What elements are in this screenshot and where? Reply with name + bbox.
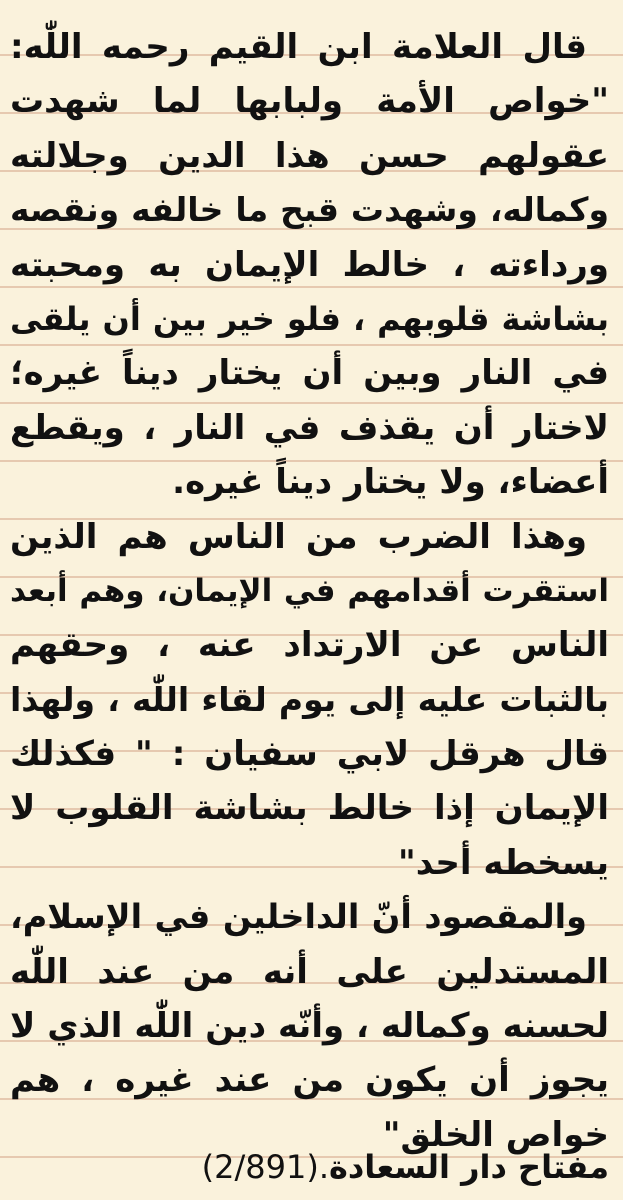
text-line: الإيمان إذا خالط بشاشة القلوب لا — [10, 788, 609, 829]
text-line: يجوز أن يكون من عند غيره ، هم — [10, 1060, 609, 1101]
text-line: لحسنه وكماله ، وأنّه دين اللّٰه الذي لا — [10, 1006, 609, 1047]
text-line: الناس عن الارتداد عنه ، وحقهم — [10, 625, 609, 666]
text-line: ورداءته ، خالط الإيمان به ومحبته — [10, 244, 609, 285]
quote-text — [10, 20, 609, 1162]
text-line: بشاشة قلوبهم ، فلو خير بين أن يلقى — [10, 299, 609, 338]
source-title: مفتاح دار السعادة — [328, 1148, 609, 1186]
text-line: قال العلامة ابن القيم رحمه اللّٰه: — [10, 27, 587, 67]
text-line: قال هرقل لابي سفيان : " فكذلك — [10, 734, 609, 775]
text-line: المستدلين على أنه من عند اللّٰه — [10, 951, 609, 992]
text-line: بالثبات عليه إلى يوم لقاء اللّٰه ، ولهذا — [10, 679, 609, 719]
text-line: عقولهم حسن هذا الدين وجلالته — [10, 135, 609, 176]
text-line: استقرت أقدامهم في الإيمان، وهم أبعد — [10, 572, 609, 609]
text-line: والمقصود أنّ الداخلين في الإسلام، — [10, 897, 587, 937]
text-line: يسخطه أحد" — [398, 842, 609, 883]
text-line: "خواص الأمة ولبابها لما شهدت — [10, 81, 609, 122]
source-citation — [10, 1142, 609, 1192]
text-line: لاختار أن يقذف في النار ، ويقطع — [10, 407, 609, 448]
source-reference: (2/891). — [201, 1148, 329, 1186]
text-line: خواص الخلق" — [382, 1114, 609, 1155]
text-line: أعضاء، ولا يختار ديناً غيره. — [172, 462, 609, 503]
text-line: في النار وبين أن يختار ديناً غيره؛ — [10, 353, 609, 394]
text-line: وهذا الضرب من الناس هم الذين — [10, 516, 587, 557]
text-line: وكماله، وشهدت قبح ما خالفه ونقصه — [10, 190, 609, 230]
